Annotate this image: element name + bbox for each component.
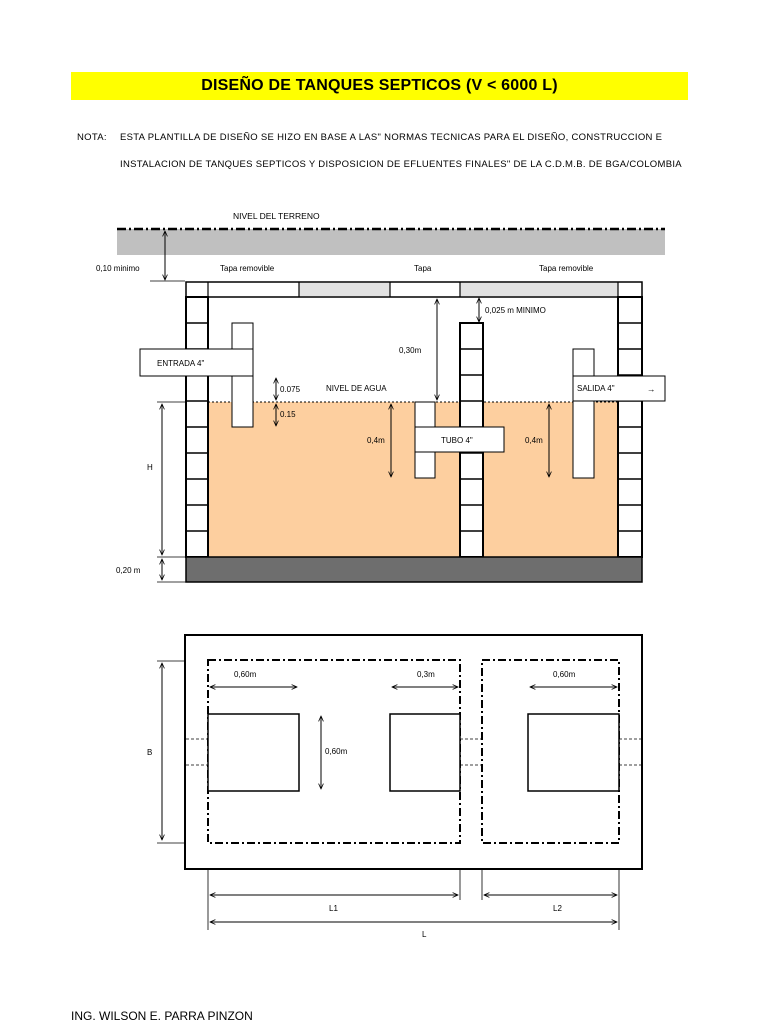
opening-2 [390,714,460,791]
l1-label: L1 [329,904,338,913]
depth-030-label: 0,30m [399,346,422,355]
lid-label: Tapa [414,264,432,273]
note-line-2: INSTALACION DE TANQUES SEPTICOS Y DISPOSICION DE EFLUENTES FINALES" DE LA C.D.M.B. DE BGA/COLOMBIA [120,159,682,170]
dim-03-label: 0,3m [417,670,435,679]
dim-060-a-label: 0,60m [234,670,257,679]
inlet-label: ENTRADA 4" [157,359,205,368]
dim-060-c-label: 0,60m [553,670,576,679]
note-line-1: ESTA PLANTILLA DE DISEÑO SE HIZO EN BASE A LAS" NORMAS TECNICAS PARA EL DISEÑO, CONSTRUCCION E [120,132,663,143]
min-gap-label: 0,025 m MINIMO [485,306,546,315]
base-label: 0,20 m [116,566,141,575]
l2-label: L2 [553,904,562,913]
dim-015-label: 0.15 [280,410,296,419]
opening-1 [208,714,299,791]
dim-04-left-label: 0,4m [367,436,385,445]
lid-removable-left-label: Tapa removible [220,264,275,273]
ground-level-label: NIVEL DEL TERRENO [233,211,320,221]
page-title: DISEÑO DE TANQUES SEPTICOS (V < 6000 L) [201,77,558,94]
dim-0075-label: 0.075 [280,385,301,394]
opening-3 [528,714,619,791]
outlet-arrow: → [647,384,656,394]
note-label: NOTA: [77,132,107,143]
min-cover-label: 0,10 minimo [96,264,140,273]
author-name: ING. WILSON E. PARRA PINZON [71,1009,253,1023]
height-label: H [147,463,153,472]
dim-04-right-label: 0,4m [525,436,543,445]
transfer-pipe-label: TUBO 4" [441,436,473,445]
dim-060-b-label: 0,60m [325,747,348,756]
lid-removable-right-label: Tapa removible [539,264,594,273]
l-label: L [422,930,427,939]
outlet-label: SALIDA 4" [577,384,615,393]
water-level-label: NIVEL DE AGUA [326,384,387,393]
width-label: B [147,748,153,757]
